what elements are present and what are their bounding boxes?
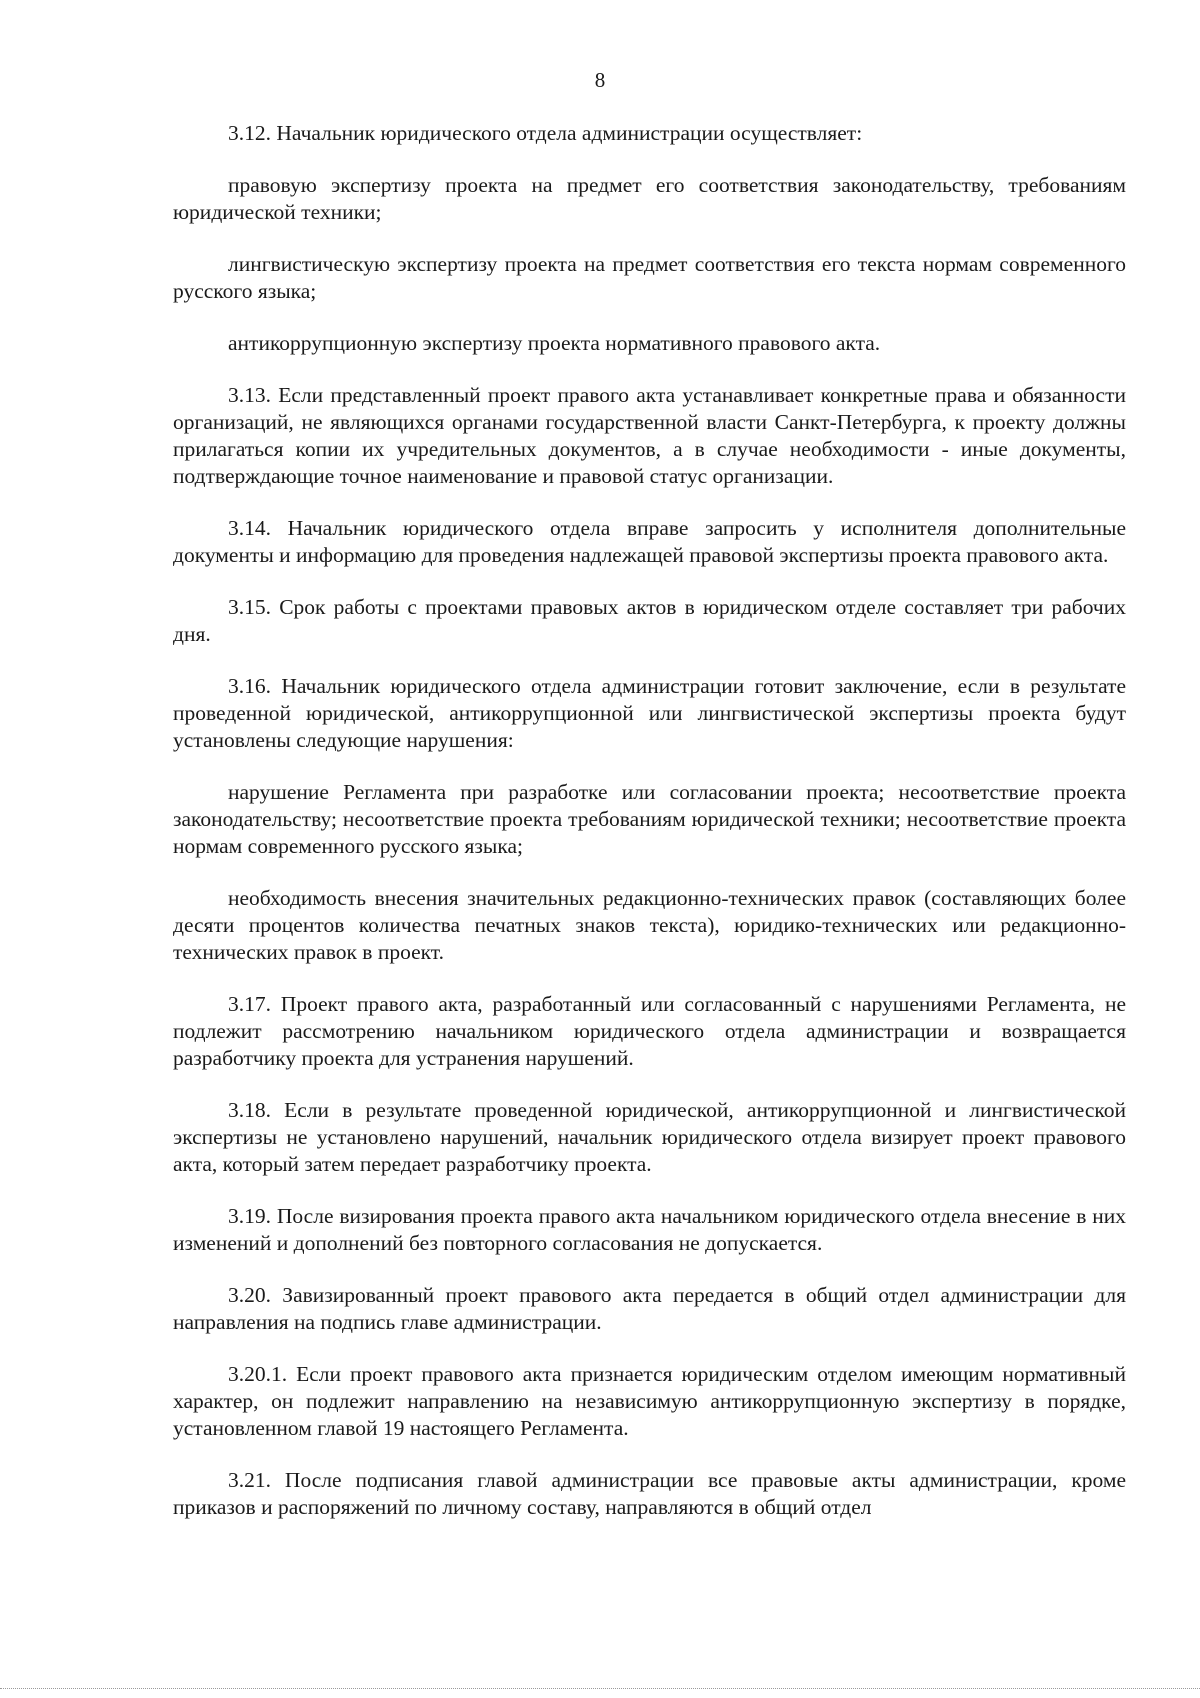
paragraph-edits-required: необходимость внесения значительных редакционно-технических правок (составляющих более десяти процентов количества печатных знаков текста), юридико-технических или редакционно-технических правок в проект.	[173, 886, 1126, 964]
page-number: 8	[594, 68, 606, 92]
paragraph-legal-expertise: правовую экспертизу проекта на предмет его соответствия законодательству, требованиям юридической техники;	[173, 173, 1126, 224]
paragraph-linguistic-expertise: лингвистическую экспертизу проекта на предмет соответствия его текста нормам современного русского языка;	[173, 252, 1126, 303]
paragraph-3-15: 3.15. Срок работы с проектами правовых актов в юридическом отделе составляет три рабочих дня.	[173, 595, 1126, 646]
paragraph-3-20-1: 3.20.1. Если проект правового акта признается юридическим отделом имеющим нормативный характер, он подлежит направлению на независимую антикоррупционную экспертизу в порядке, установленном главой 19 настоящего Регламента.	[173, 1362, 1126, 1440]
paragraph-violations-list: нарушение Регламента при разработке или согласовании проекта; несоответствие проекта законодательству; несоответствие проекта требованиям юридической техники; несоответствие проекта нормам современного русского языка;	[173, 780, 1126, 858]
paragraph-3-13: 3.13. Если представленный проект правого акта устанавливает конкретные права и обязанности организаций, не являющихся органами государственной власти Санкт-Петербурга, к проекту должны прилагаться копии их учредительных документов, а в случае необходимости - иные документы, подтверждающие точное наименование и правовой статус организации.	[173, 383, 1126, 488]
paragraph-3-20: 3.20. Завизированный проект правового акта передается в общий отдел администрации для направления на подпись главе администрации.	[173, 1283, 1126, 1334]
paragraph-anticorruption-expertise: антикоррупционную экспертизу проекта нормативного правового акта.	[228, 331, 881, 355]
paragraph-3-12: 3.12. Начальник юридического отдела администрации осуществляет:	[228, 121, 863, 145]
document-body	[173, 120, 1126, 1546]
paragraph-3-19: 3.19. После визирования проекта правого акта начальником юридического отдела внесение в них изменений и дополнений без повторного согласования не допускается.	[173, 1204, 1126, 1255]
paragraph-3-21: 3.21. После подписания главой администрации все правовые акты администрации, кроме приказов и распоряжений по личному составу, направляются в общий отдел	[173, 1468, 1126, 1519]
scan-edge-line	[0, 1688, 1200, 1689]
paragraph-3-16: 3.16. Начальник юридического отдела администрации готовит заключение, если в результате проведенной юридической, антикоррупционной или лингвистической экспертизы проекта будут установлены следующие нарушения:	[173, 674, 1126, 752]
paragraph-3-14: 3.14. Начальник юридического отдела вправе запросить у исполнителя дополнительные документы и информацию для проведения надлежащей правовой экспертизы проекта правового акта.	[173, 516, 1126, 567]
paragraph-3-18: 3.18. Если в результате проведенной юридической, антикоррупционной и лингвистической экспертизы не установлено нарушений, начальник юридического отдела визирует проект правового акта, который затем передает разработчику проекта.	[173, 1098, 1126, 1176]
paragraph-3-17: 3.17. Проект правого акта, разработанный или согласованный с нарушениями Регламента, не подлежит рассмотрению начальником юридического отдела администрации и возвращается разработчику проекта для устранения нарушений.	[173, 992, 1126, 1070]
